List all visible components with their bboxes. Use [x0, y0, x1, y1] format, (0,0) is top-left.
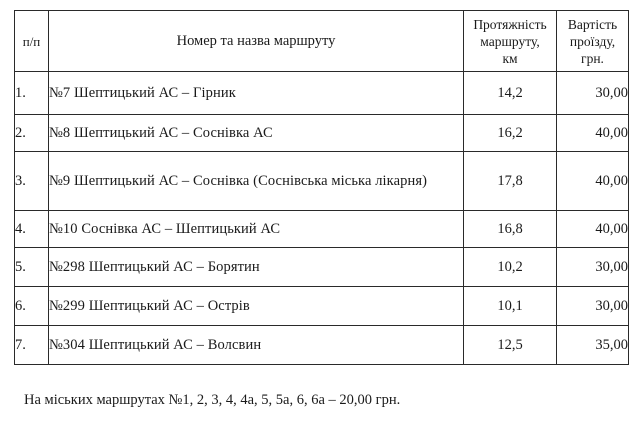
header-length-line-3: км [502, 50, 518, 66]
row-length: 17,8 [464, 152, 557, 211]
header-price [557, 11, 629, 72]
row-route-name: №9 Шептицький АС – Соснівка (Соснівська міська лікарня) [49, 152, 464, 211]
row-length: 16,8 [464, 211, 557, 248]
row-number: 4. [15, 211, 49, 248]
row-number: 6. [15, 287, 49, 326]
header-route-name: Номер та назва маршруту [49, 11, 464, 72]
row-price: 30,00 [557, 287, 629, 326]
row-price: 30,00 [557, 72, 629, 115]
row-number: 5. [15, 248, 49, 287]
row-number: 7. [15, 326, 49, 365]
header-length-line-2: маршруту, [480, 33, 540, 49]
row-price: 30,00 [557, 248, 629, 287]
row-number: 3. [15, 152, 49, 211]
row-route-name: №7 Шептицький АС – Гірник [49, 72, 464, 115]
header-number: п/п [15, 11, 49, 72]
row-price: 35,00 [557, 326, 629, 365]
row-number: 2. [15, 115, 49, 152]
header-price-line-2: проїзду, [569, 33, 616, 49]
row-price: 40,00 [557, 115, 629, 152]
row-route-name: №10 Соснівка АС – Шептицький АС [49, 211, 464, 248]
row-route-name: №299 Шептицький АС – Острів [49, 287, 464, 326]
table-row [15, 152, 629, 211]
row-number: 1. [15, 72, 49, 115]
header-length-line-1: Протяжність [473, 16, 547, 32]
table-row [15, 326, 629, 365]
row-length: 12,5 [464, 326, 557, 365]
table-row [15, 287, 629, 326]
header-length [464, 11, 557, 72]
row-price: 40,00 [557, 152, 629, 211]
row-route-name: №304 Шептицький АС – Волсвин [49, 326, 464, 365]
header-price-line-1: Вартість [567, 16, 618, 32]
row-length: 10,1 [464, 287, 557, 326]
table-row [15, 115, 629, 152]
row-route-name: №298 Шептицький АС – Борятин [49, 248, 464, 287]
table-row [15, 72, 629, 115]
row-route-name: №8 Шептицький АС – Соснівка АС [49, 115, 464, 152]
row-length: 10,2 [464, 248, 557, 287]
routes-table [14, 10, 629, 365]
table-row [15, 248, 629, 287]
row-length: 16,2 [464, 115, 557, 152]
row-length: 14,2 [464, 72, 557, 115]
row-price: 40,00 [557, 211, 629, 248]
table-row [15, 211, 629, 248]
table-header-row [15, 11, 629, 72]
header-price-line-3: грн. [581, 50, 604, 66]
city-routes-footnote: На міських маршрутах №1, 2, 3, 4, 4а, 5, 5а, 6, 6а – 20,00 грн. [24, 392, 401, 408]
